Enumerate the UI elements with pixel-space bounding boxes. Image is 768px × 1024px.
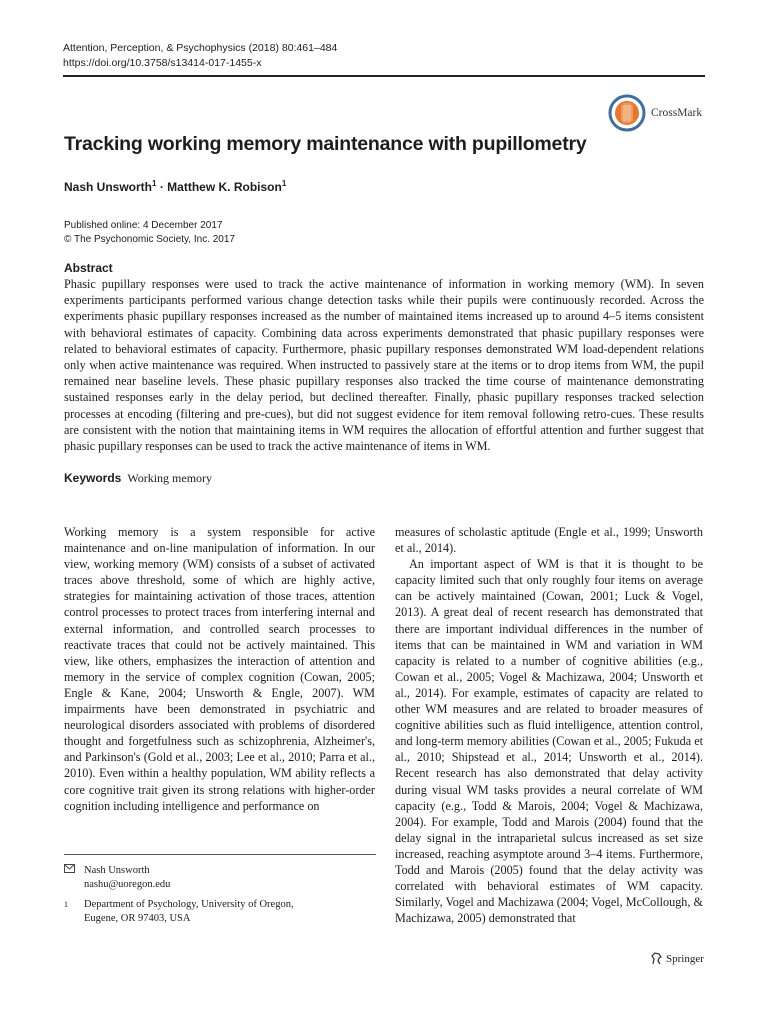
footnote xyxy=(64,864,294,926)
journal-header xyxy=(63,41,337,71)
affiliation-row xyxy=(64,898,294,926)
copyright-line xyxy=(64,233,235,247)
springer-horse-icon xyxy=(651,952,663,965)
publisher-logo xyxy=(651,952,704,965)
contact-email[interactable]: nashu@uoregon.edu xyxy=(84,879,171,890)
affiliation-number: 1 xyxy=(64,900,68,909)
body-paragraph: Working memory is a system responsible for active maintenance and on-line manipulation of information. In our view, working memory (WM) consists of a subset of activated traces above threshold, some of which are highly active, strategies for maintaining activation of those traces, attention control processes to protect traces from interfering internal and external information, and controlled search processes to reactivate traces that could not be actively maintained. This view, like others, emphasizes the interaction of attention and memory in the service of complex cognition (Cowan, 2005; Engle & Kane, 2004; Unsworth & Engle, 2007). WM impairments have been demonstrated in psychiatric and neurological disorders associated with problems of disordered thought and forgetfulness such as schizophrenia, Alzheimer's, and Parkinson's (Gold et al., 2003; Lee et al., 2010; Parra et al., 2010). Even within a healthy population, WM ability reflects a core cognitive trait given its strong relations with higher-order cognition including intelligence and performance on xyxy=(64,525,375,813)
publisher-name: Springer xyxy=(666,952,704,965)
crossmark-icon xyxy=(608,94,646,132)
affiliation-marker: 1 xyxy=(152,179,157,188)
doi-link[interactable]: https://doi.org/10.3758/s13414-017-1455-x xyxy=(63,57,262,69)
header-rule xyxy=(63,75,705,77)
footnote-rule xyxy=(64,854,376,855)
author-list xyxy=(64,179,286,194)
affiliation-line: Eugene, OR 97403, USA xyxy=(84,913,191,924)
affiliation-marker: 1 xyxy=(281,179,287,188)
copyright-text: The Psychonomic Society, Inc. 2017 xyxy=(73,234,235,245)
body-paragraph: measures of scholastic aptitude (Engle et al., 1999; Unsworth et al., 2014). xyxy=(395,525,703,556)
contact-row xyxy=(64,864,294,892)
keyword: Working memory xyxy=(127,471,213,485)
publication-info xyxy=(64,219,235,247)
published-date: Published online: 4 December 2017 xyxy=(64,220,223,231)
affiliation-line: Department of Psychology, University of Oregon, xyxy=(84,899,294,910)
article-title: Tracking working memory maintenance with pupillometry xyxy=(64,133,587,155)
contact-name: Nash Unsworth xyxy=(84,865,150,876)
crossmark-badge[interactable] xyxy=(608,94,702,132)
author-separator: · xyxy=(159,180,164,194)
body-column-right xyxy=(395,524,703,926)
crossmark-label: CrossMark xyxy=(651,107,703,119)
abstract-text: Phasic pupillary responses were used to track the active maintenance of information in working memory (WM). In seven experiments participants performed various change detection tasks while their pupils were continuously recorded. Across the experiments phasic pupillary responses increased as the number of maintained items increased up to around 4–5 items consistent with behavioral estimates of capacity. Combining data across experiments demonstrated that phasic pupillary responses were related to behavioral estimates of capacity. Furthermore, phasic pupillary responses demonstrated WM load-dependent relations only when active maintenance was required. When instructed to passively stare at the items or to drop items from WM, the pupil remained near baseline levels. These phasic pupillary responses also tracked the time course of maintenance demonstrating sustained responses early in the delay period, but declined thereafter. Finally, phasic pupillary responses tracked selection processes at encoding (filtering and pre-cues), but did not suggest evidence for item removal following retro-cues. These results are consistent with the notion that maintaining items in WM requires the allocation of effortful attention and further suggest that phasic pupillary responses can be used to track the active maintenance of items in WM. xyxy=(64,277,704,454)
envelope-icon xyxy=(64,864,84,892)
body-column-left xyxy=(64,524,375,814)
author-name[interactable]: Nash Unsworth xyxy=(64,180,153,194)
journal-citation: Attention, Perception, & Psychophysics (2018) 80:461–484 xyxy=(63,42,338,54)
keywords-line xyxy=(64,471,212,486)
author-name[interactable]: Matthew K. Robison xyxy=(167,180,282,194)
keywords-label: Keywords xyxy=(64,471,122,485)
body-paragraph: An important aspect of WM is that it is thought to be capacity limited such that only roughly four items on average can be actively maintained (Cowan, 2001; Luck & Vogel, 2013). A great deal of recent research has demonstrated that there are important individual differences in the number of items that can be maintained in WM and variation in WM capacity is related to a number of cognitive abilities (e.g., Cowan et al., 2005; Vogel & Machizawa, 2004; Unsworth et al., 2014). For example, estimates of capacity are related to other WM measures and are related to broader measures of cognitive abilities such as fluid intelligence, attention control, and long-term memory abilities (Cowan et al., 2005; Fukuda et al., 2010; Shipstead et al., 2014; Unsworth et al., 2014). Recent research has also demonstrated that delay activity during visual WM tasks provides a neural correlate of WM capacity (e.g., Todd & Marois, 2004; Vogel & Machizawa, 2004). For example, Todd and Marois (2004) found that the delay signal in the intraparietal sulcus increased as set size increased, reaching asymptote around 3–4 items. Furthermore, Todd and Marois (2005) found that the delay activity was correlated with behavioral estimates of WM capacity. Similarly, Vogel and Machizawa (2004; Vogel, McCollough, & Machizawa, 2005) demonstrated that xyxy=(395,557,703,926)
copyright-icon: © xyxy=(64,234,72,245)
abstract-heading: Abstract xyxy=(64,261,113,275)
